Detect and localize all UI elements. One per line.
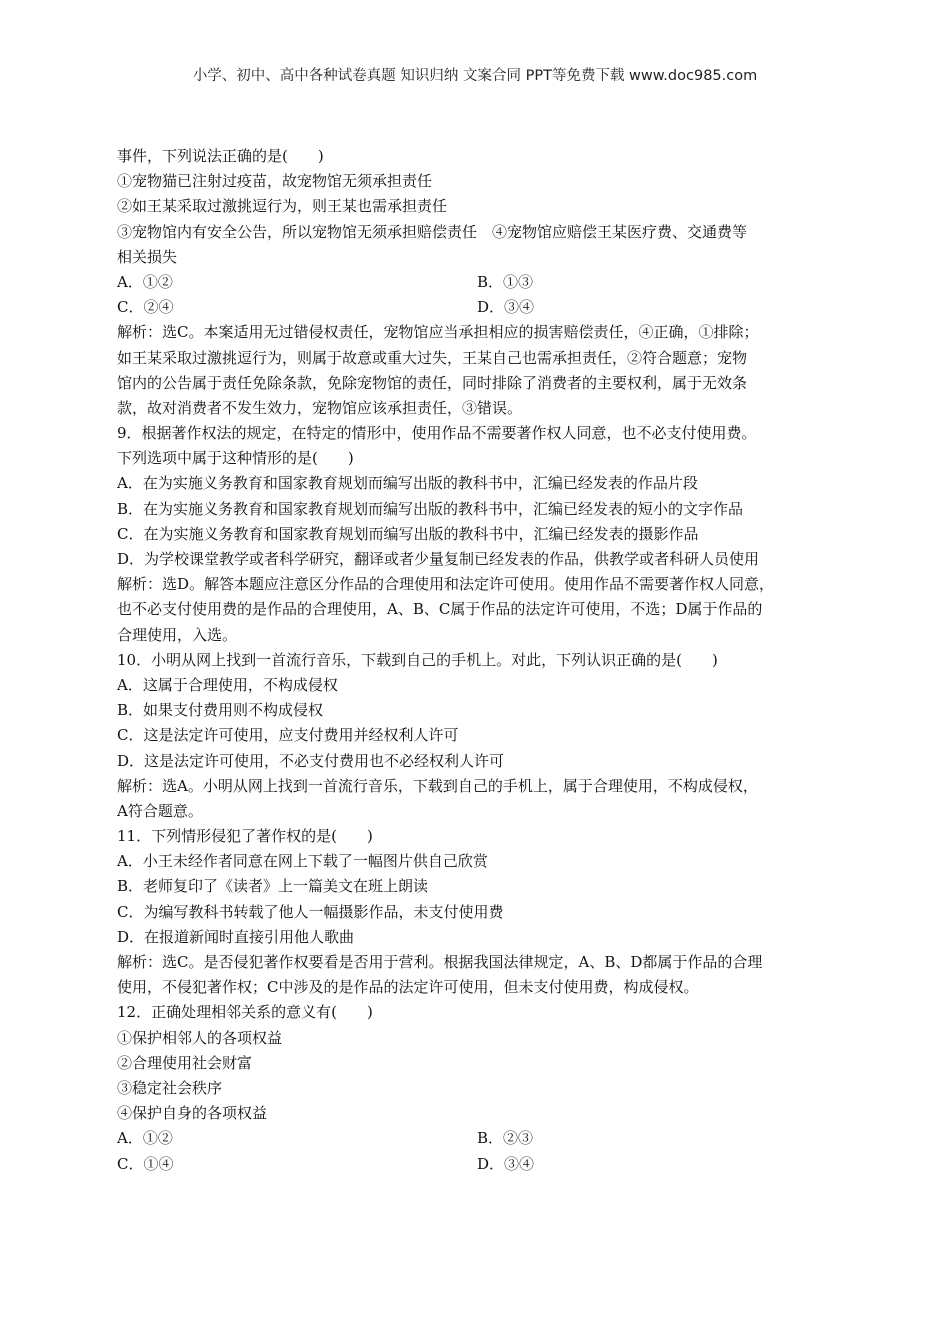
analysis-line: 馆内的公告属于责任免除条款，免除宠物馆的责任，同时排除了消费者的主要权利，属于无效条 <box>117 373 748 392</box>
question-12 <box>117 1000 839 1176</box>
question-11 <box>117 824 839 1000</box>
question-stem: 10．小明从网上找到一首流行音乐，下载到自己的手机上。对此，下列认识正确的是( ) <box>117 650 718 669</box>
analysis-line: 款，故对消费者不发生效力，宠物馆应该承担责任，③错误。 <box>117 398 523 417</box>
analysis-line: 合理使用，入选。 <box>117 625 238 644</box>
option-row <box>117 270 839 295</box>
statement-item: ③稳定社会秩序 <box>117 1078 223 1097</box>
option-a: A．在为实施义务教育和国家教育规划而编写出版的教科书中，汇编已经发表的作品片段 <box>117 474 698 493</box>
option-a: A．这属于合理使用，不构成侵权 <box>117 675 338 694</box>
option-c: C．①④ <box>117 1154 174 1173</box>
option-a: A．①② <box>117 272 173 291</box>
option-row <box>117 295 839 320</box>
option-b: B．①③ <box>477 272 534 291</box>
option-c: C．②④ <box>117 298 174 317</box>
page-header: 小学、初中、高中各种试卷真题 知识归纳 文案合同 PPT等免费下载 www.doc985.com <box>192 68 758 84</box>
option-b: B．在为实施义务教育和国家教育规划而编写出版的教科书中，汇编已经发表的短小的文字作品 <box>117 499 744 518</box>
option-b: B．②③ <box>477 1129 534 1148</box>
document-body <box>117 144 839 1177</box>
analysis-line: 解析：选A。小明从网上找到一首流行音乐，下载到自己的手机上，属于合理使用，不构成侵权， <box>117 776 758 795</box>
option-b: B．如果支付费用则不构成侵权 <box>117 701 324 720</box>
statement-item: 相关损失 <box>117 247 178 266</box>
option-d: D．③④ <box>477 1154 535 1173</box>
question-10 <box>117 648 839 824</box>
statement-item: ①保护相邻人的各项权益 <box>117 1028 283 1047</box>
option-d: D．为学校课堂教学或者科学研究，翻译或者少量复制已经发表的作品，供教学或者科研人员使用 <box>117 550 760 568</box>
question-8 <box>117 144 839 421</box>
option-c: C．为编写教科书转载了他人一幅摄影作品，未支付使用费 <box>117 902 504 921</box>
option-row <box>117 1152 839 1177</box>
statement-item: ④保护自身的各项权益 <box>117 1104 268 1123</box>
question-stem: 下列选项中属于这种情形的是( ) <box>117 449 354 468</box>
option-d: D．在报道新闻时直接引用他人歌曲 <box>117 927 355 946</box>
analysis-line: A符合题意。 <box>117 801 203 820</box>
statement-item: ①宠物猫已注射过疫苗，故宠物馆无须承担责任 <box>117 172 433 191</box>
analysis-line: 如王某采取过激挑逗行为，则属于故意或重大过失，王某自己也需承担责任，②符合题意；宠物 <box>117 348 748 367</box>
option-a: A．①② <box>117 1129 173 1148</box>
option-d: D．③④ <box>477 298 535 317</box>
option-row <box>117 1126 839 1151</box>
statement-item: ②如王某采取过激挑逗行为，则王某也需承担责任 <box>117 197 448 216</box>
option-a: A．小王未经作者同意在网上下载了一幅图片供自己欣赏 <box>117 852 488 871</box>
statement-item: ③宠物馆内有安全公告，所以宠物馆无须承担赔偿责任 ④宠物馆应赔偿王某医疗费、交通费等 <box>117 222 748 241</box>
question-stem: 12．正确处理相邻关系的意义有( ) <box>117 1003 373 1022</box>
analysis-line: 解析：选C。本案适用无过错侵权责任，宠物馆应当承担相应的损害赔偿责任，④正确，①排除； <box>117 323 759 342</box>
question-stem: 9．根据著作权法的规定，在特定的情形中，使用作品不需要著作权人同意，也不必支付使用费。 <box>117 424 757 443</box>
analysis-line: 解析：选C。是否侵犯著作权要看是否用于营利。根据我国法律规定，A、B、D都属于作品的合理 <box>117 953 763 971</box>
question-9 <box>117 421 839 648</box>
option-c: C．在为实施义务教育和国家教育规划而编写出版的教科书中，汇编已经发表的摄影作品 <box>117 524 699 543</box>
analysis-line: 也不必支付使用费的是作品的合理使用，A、B、C属于作品的法定许可使用，不选；D属于作品的 <box>117 600 763 619</box>
statement-item: ②合理使用社会财富 <box>117 1053 253 1072</box>
analysis-line: 使用，不侵犯著作权；C中涉及的是作品的法定许可使用，但未支付使用费，构成侵权。 <box>117 978 699 997</box>
analysis-line: 解析：选D。解答本题应注意区分作品的合理使用和法定许可使用。使用作品不需要著作权人同意， <box>117 575 775 594</box>
question-stem: 事件，下列说法正确的是( ) <box>117 147 324 165</box>
option-d: D．这是法定许可使用，不必支付费用也不必经权利人许可 <box>117 751 505 770</box>
question-stem: 11．下列情形侵犯了著作权的是( ) <box>117 827 373 846</box>
option-b: B．老师复印了《读者》上一篇美文在班上朗读 <box>117 877 429 896</box>
option-c: C．这是法定许可使用，应支付费用并经权利人许可 <box>117 726 459 745</box>
